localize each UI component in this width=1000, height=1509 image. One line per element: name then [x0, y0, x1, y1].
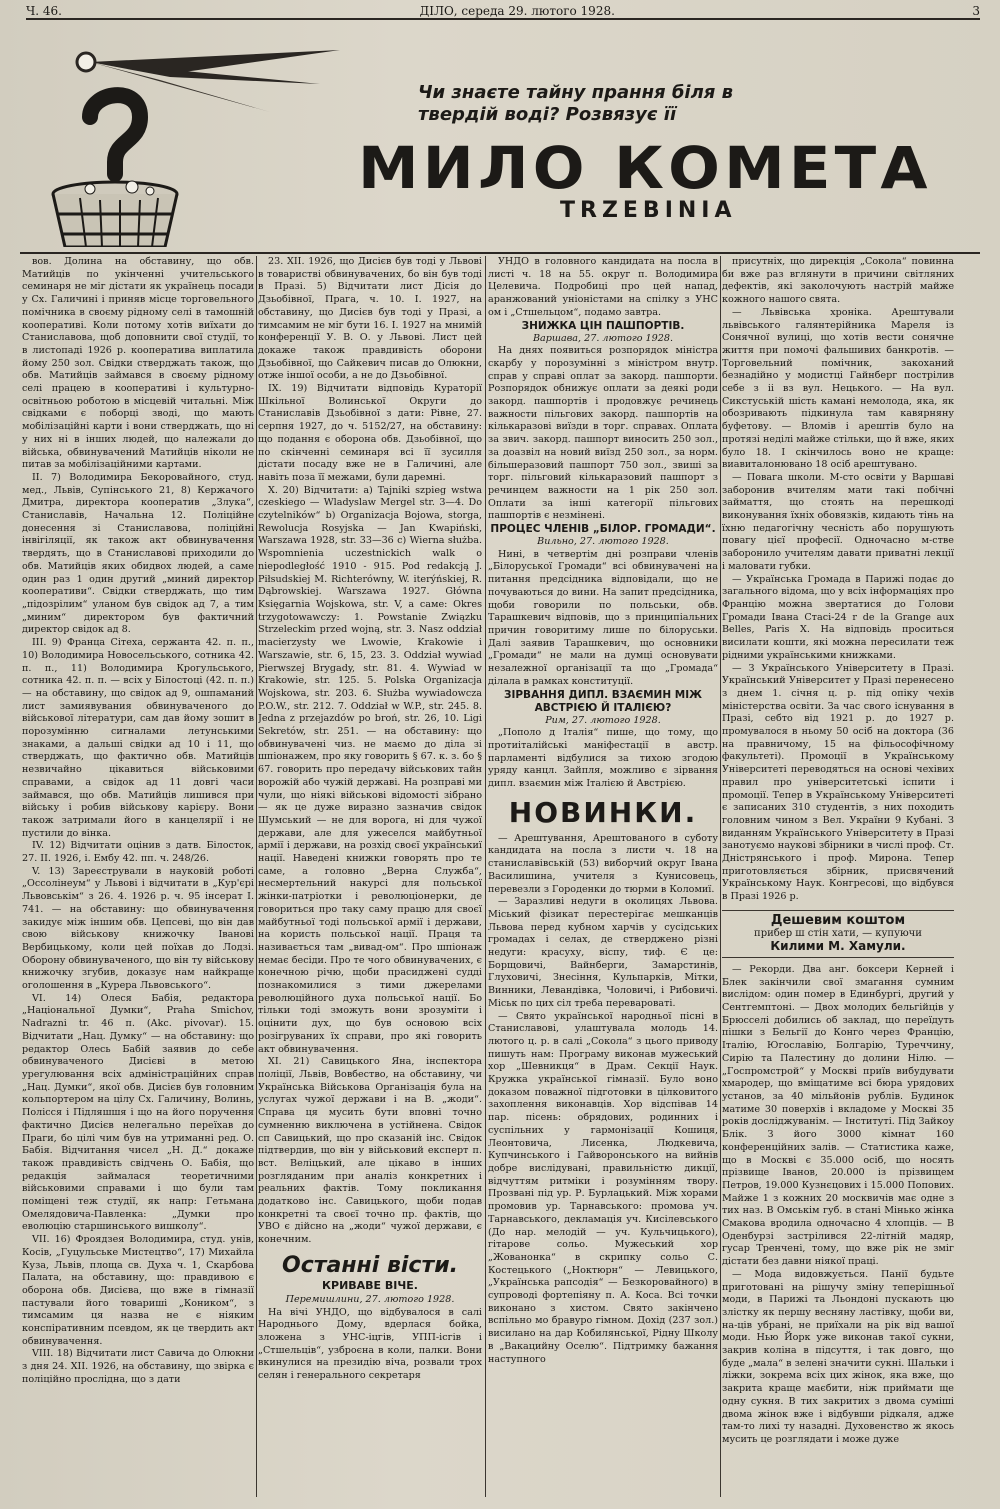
ad-line: прибер ш стін хати, — купуючи [754, 927, 922, 939]
paragraph: IX. 19) Відчитати відповідь Кураторії Шкільної Волинської Округи до Станиславів Дзьобівної з дати: Рівне, 27. серпня 1927, до ч. 5152/27, на обставину: що подання є оборона обв. Дзьобівної, що по скінченні семинаря всі її зусилля дістати посаду вже не в Галичині, але навіть поза її межами, були даремні. [258, 383, 482, 483]
paragraph: — Свято української народньої пісні в Станиславові, улаштувала молодь 14. лютого ц. р. в салі „Сокола“ з цього приводу пишуть нам: Програму виконав мужеський хор „Шевникця“ в Драм. Секції Наук. Кружка української гімназії. Було воно доказом поважної підготовки в цілковитого захоплення виконавців. Хор відспівав 14 пар. пісень: обрядових, родинних і суспільних у гармонізації Кошиця, Леонтовича, Лисенка, Людкевича, Купчинського і Гайворонського на вийнів добре вислідувані, правильністю дикції, відчуттям ритміки і розумінням твору. Прозвані під ур. Р. Бурлацький. Між хорами промовив ур. Тарнавського: промова уч. Тарнавського, декламація уч. Кисілевського (До нар. мелодій — уч. Кульчицького), гітарове сольо. Мужеський хор „Жованонка“ в скрипку сольо С. Костецького („Ноктюрн“ — Левицького, „Українська рапсодія“ — Безкоровайного) в супроводі фортепіяну п. А. Коса. Всі точки виконано з хистом. Свято закінчено вспільно мо бравуро гімном. Дохід (237 зол.) висилано на дар Кобилянської, Рідну Школу в „Вакацийну Оселю“. Підтримку бажання наступного [488, 1010, 718, 1365]
paragraph: — Арештування, Арештованого в суботу кандидата на посла з листи ч. 18 на станиславівській (53) виборчий округ Івана Василишина, учителя з Кунисовець, перевезли з Городенки до тюрми в Коломиї. [488, 832, 718, 895]
paragraph: III. 9) Франца Сітеха, сержанта 42. п. п., 10) Володимира Новосельського, сотника 42. п. п., 11) Володимира Крогульського, сотника 42. п. п. — всіх у Білостоці (42. п. п.) — на обставину, що свідок ад 9, ошпаманий лист замиявувания обвинуваченого до військової літератури, сам дав йому зошит в порозумінню сигналами летунськими знаками, а дальші свідки ад 10 і 11, що стверджать, що фактично обв. Матийців незвичайно цікавиться військовими справами, а свідок ад 11 довгі часи займався, що обв. Матийців лишився при війську і робив військову карієру. Вони також затримали його в канцелярії і не пустили до вінка. [22, 637, 254, 839]
ad-maker: TRZEBINIA [560, 198, 737, 223]
soap-advertisement [20, 22, 980, 254]
paragraph: XI. 21) Савицького Яна, інспектора поліції, Львів, Вовбество, на обставину, чи Українська Військова Організація була на услугах чужої держави і на В. „жоди“. Справа ця мусить бути вповні точно сумненню виключена в устійнена. Свідок сп Савицький, що про сказаній інс. Свідок підтвердив, що він у військовий експерт п. вст. Веліцький, але цікаво в інших розгляданим при аналіз конкретних і реальних фактів. Тому покликання додатково інс. Савицького, щоби подав конкретні та своєї точно пр. фактів, що УВО є дійсно на „жоди“ чужої держави, є конечним. [258, 1056, 482, 1246]
paragraph: На днях появиться розпорядок міністра скарбу у порозумінні з міністром внутр. справ у справі оплат за закорд. пашпорти. Розпорядок обнижує оплати за деякі роди закорд. пашпортів і продовжує речинець важности пільгових закорд. пашпортів на кількаразові виїзди в торг. справах. Оплата за звич. закорд. пашпорт виносить 250 зол., за доазвіл на новий виїзд 250 зол., за норм. більшеразовий пашпорт 750 зол., звиші за торг. пільговий кількаразовий пашпорт з речинцем важности на 1 рік 250 зол. Оплати за інші категорії пільгових пашпортів є незмінені. [488, 345, 718, 522]
column-rule [485, 256, 486, 1497]
paragraph: — Заразливі недуги в околицях Львова. Міський фізикат перестерігає мешканців Львова перед кубном харчів у сусідських громадах і селах, де стверджено різні недуги: красуху, віспу, тиф. Є це: Борщовичі, Вайнберги, Замарстинів, Глуховичі, Знесіння, Кульпарків, Мітки, Винники, Левандівка, Чоловичі, і Рибовичі. Міськ по цих сіл треба перевароваті. [488, 896, 718, 1009]
paragraph: VI. 14) Олеся Бабія, редактора „Національної Думки“, Praha Smichov, Nadrazni tr. 46 п. (Akc. pivovar). 15. Відчитати „Нац. Думку“ — на обставину: що редактор Олесь Бабій заявив до себе обвинуваченого Дисієві в метою урегулювання всіх адміністраційних справ „Нац. Думки“, якої обв. Дисієв був головним кольпортером на цілу Сх. Галичину, Волинь, Полісся і Підляшшя і що на його поручення фактично Дисієв нелегально переїхав до Праги, бо цілі чим був на утриманні ред. О. Бабія. Відчитання чисел „Н. Д.“ докаже також правдивість свідчень О. Бабія, що редакція займалася теоретичними військовими справами і що були там поміщені теж студії, як напр: Гетьмана Омелядовича-Павленка: „Думки про еволюцію старшинського вишколу“. [22, 992, 254, 1233]
paragraph: VIII. 18) Відчитати лист Савича до Олюкни з дня 24. XII. 1926, на обставину, що звірка є поліційно прослідна, що з дати [22, 1348, 254, 1385]
ad-brand: МИЛО КОМЕТА [358, 134, 932, 202]
article-heading: ЗІРВАННЯ ДИПЛ. ВЗАЄМИН МІЖ АВСТРІЄЮ Й ІТАЛІЄЮ? [504, 688, 702, 714]
paragraph: 23. XII. 1926, що Дисієв був тоді у Львові в товаристві обвинувачених, бо він був тоді в Празі. 5) Відчитати лист Дісія до Дзьобівної, Прага, ч. 10. І. 1927, на обставину, що Дисієв був тоді у Празі, а тимсамим не міг бути 16. І. 1927 на мнимій конференції У. В. О. у Львові. Лист цей докаже також правдивість оборони Дзьобівної, що Сайкевич писав до Олюкни, отже іншої особи, а не до Дзьобівної. [258, 256, 482, 382]
column-2 [258, 256, 482, 1499]
dateline: Рим, 27. лютого 1928. [545, 714, 661, 726]
paragraph: — З Українського Університету в Празі. Український Університет у Празі перенесено з днем 1. січня ц. р. під опіку чехів міністерства освіти. За час свого існування в Празі, себто від 1921 р. до 1927 р. промувалося в ньому 50 осіб на доктора (36 на правничому, 15 на фільософічному факультеті). Промоції в Українському Університеті переводяться на основі чехівих правил про університетські іспити і промоції. Тепер в Українському Університеті є записаних 310 студентів, з них походить головним чином з Вел. України 9 Кубані. З виданням Українського Університету в Празі занотуємо наукові збірники в числі проф. Ст. Дністрянського і проф. Мирона. Тепер приготовляється збірник, присвячений Українському Наук. Конгресові, що відбувся в Празі 1926 р. [722, 662, 954, 903]
paragraph: — Львівська хроніка. Арештували львівського галянтерійника Мареля із Сонячної вулиці, що хотів вести сонячне життя при помочі фальшивих банкротів. — Торговельний помічник, закоханий безнадійно у модистці Гайнберг пострілив себе з іі вз вул. Нецького. — На вул. Сикстуській шість камані немолода, яка, як обозривають підкинула там кавярняну буфетову. — Вломів і арештів було на протязі неділі майже стільки, що й вже, яких було 18. І скінчилось воно не краще: виавиталонювано 18 осіб арештувано. [722, 306, 954, 471]
paragraph: Нині, в четвертім дні розправи членів „Білоруської Громади“ всі обвинувачені на питання предсідника відповідали, що не почуваються до вини. На запит предсідника, щоби говорили по польськи, обв. Тарашкевич відповів, що з принципіальних причин говоритиму лише по білоруськи. Далі заявив Тарашкевич, що основники „Громади“ не мали на думці основувати незалежної організації та що „Громада“ ділала в рамках конституції. [488, 548, 718, 687]
column-rule [720, 256, 721, 1497]
latest-news-subheading: КРИВАВЕ ВІЧЕ. [322, 1278, 418, 1292]
newspaper-title-date: ДІЛО, середа 29. лютого 1928. [419, 4, 615, 18]
carpet-advertisement [722, 910, 954, 958]
paragraph: — Українська Громада в Парижі подає до загального відома, що у всіх інформаціях про Францію можна звертатися до Голови Громади Івана Стасі-24 r de la Grange aux Belles, Paris X. На відповідь проситься висилати кошти, які можна пересилати теж рідними українськими книжками. [722, 573, 954, 661]
paragraph: вов. Долина на обставину, що обв. Матийців по укінченні учительського семинаря не міг дістати як українець посади у Сх. Галичині і приняв місце торговельного помічника в своєму рідному селі в тамошній кооперативі. Коли потому хотів виїхати до Станиславова, щоб доповнити свої студії, то в листопаді 1926 р. кооператива виплатила йому 250 зол. Свідки стверджать також, що обв. Матийців займався в своєму рідному селі працею в кооперативі і культурно-освітньою роботою в місцевій читальні. Між свідками є поборці зводі, що мають мобілізаційні карти і вони стверджать, що ні у них ні в інших людей, що належали до війська, обвинувачений Матийців ніколи не питав за мобілізаційними картами. [22, 256, 254, 471]
ad-tagline: Чи знаєте тайну прання біля в твердій воді? Розвязує її [418, 82, 733, 125]
paragraph: X. 20) Відчитати: а) Tajniki szpieg wstwa czeskiego — Wladyslaw Mergel str. 3—4. Do czytelników“ b) Organizacja Bojowa, storga, Rewolucja Rosyjska — Jan Kwapiński, Warszawa 1928, str. 33—36 c) Wierna służba. Wspomnienia uczestnickich walk o niepodległość 1910 - 915. Pod redakcją J. Piłsudskiej M. Richterówny, W. iterýńskiej, R. Dąbrowskiej. Warszawa 1927. Główna Księgarnia Wojskowa, str. V, a саме: Okres trzygotowawczy: 1. Powstanie Związku Strzeleckim przed wojną, str. 3. Nasz oddział macierzysty we Lwowie, Krakowie i Warszawie, str. 6, 15, 23. 3. Oddział wywiad Pierwszej Brygady, str. 81. 4. Wywiad w Krakowie, str. 125. 5. Polska Organizacja Wojskowa, str. 203. 6. Służba wywiadowcza P.O.W., str. 212. 7. Oddział w W.P., str. 245. 8. Jedna z przejazdów po broń, str. 26, 10. Ligi Sekretów, str. 251. — на обставину: що обвинувачені чиз. не маємо до діла зі шпіонажем, про яку говорить § 67. к. з. бо § 67. говорить про передачу військових тайн ворожій або чужій державі. На розправі ми чули, що ніякі військові відомості зібрано — як це дуже виразно зазначив свідок Шумський — не для ворога, ні для чужої держави, але для ужеселся майбутньої армії і держави, на розхід своєї українськиї нації. Наведені книжки говорять про те саме, а головно „Верна Служба“, несмертельний накурсі для польської жінки-патріотки і революціонерки, де говориться про таку саму працю для своєї майбутньої тоді польської армії і держави, на користь польської нації. Праця та називається там „вивад-ом“. Про шпіонаж немає бесіди. Про те чого обвинувачених, є конечною річю, щоби прасиджені судді познакомилися з тими джерелами революційного духа польської нації. Бо тільки тоді зможуть вони зрозуміти і оцінити дух, що був основою всіх розігруваних їх справи, про які говорить акт обвинувачення. [258, 484, 482, 1055]
issue-number: Ч. 46. [26, 4, 62, 18]
column-rule [256, 256, 257, 1497]
latest-news-heading: Останні вісти. [282, 1252, 458, 1278]
column-1 [22, 256, 254, 1499]
dateline: Вильно, 27. лютого 1928. [537, 536, 669, 548]
dateline: Перемишлини, 27. лютого 1928. [285, 1293, 455, 1305]
page-number: 3 [972, 4, 980, 18]
comet-tub-illustration [20, 22, 350, 247]
paragraph: „Пополо д Італія“ пише, що тому, що протиіталійські маніфестації в австр. парламенті відбулися за тихою згодою уряду канцл. Зайпля, можливо є зірвання дипл. взаємин між Італією й Австрією. [488, 727, 718, 790]
paragraph: II. 7) Володимира Бекоровайного, студ. мед., Львів, Супінського 21, 8) Кержачого Дмитра, директора кооператив „Злука“, Станиславів, Начальна 12. Поліційне донесення зі Станиславова, поліційні інвігіляції, як також акт обвинувачення твердять, що в Станиславові приходили до обв. Матийців яких обидвох людей, а саме один раз 1 один другий „миний директор кооперативи“. Свідки стверджать, що тим „підозрілим“ уланом був свідок ад 7, а тим „миним“ директором був фактичний директор свідок ад 8. [22, 471, 254, 636]
ad-line: Дешевим коштом [770, 912, 906, 928]
paragraph: VII. 16) Фроядзея Володимира, студ. унів, Косів, „Гуцульське Мистецтво“, 17) Михайла Куза, Львів, площа св. Духа ч. 1, Скарбова Палата, на обставину, що: правдивою є оборона обв. Дисієва, що вже в гімназії пастували його товариші „Коником“, з тимсамим ця назва не є ніяким конспіративним псевдом, як це твердить акт обвинувачення. [22, 1234, 254, 1347]
dateline: Варшава, 27. лютого 1928. [533, 332, 673, 344]
column-4 [722, 256, 954, 1499]
paragraph: — Рекорди. Два анг. боксери Керней і Блек закінчили свої змагання сумним вислідом: один помер в Единбургі, другий у Сентгемптоні. — Двох молодих бельгійців у Брюсселі добились об заклад, що переїдуть пішки з Бельгії до Конго через Францію, Італію, Югославію, Болгарію, Туреччину, Сирію та Палестину до долини Нілю. — „Госпромстрой“ у Москві приїв вибудувати хмародер, що вміщатиме всі бюра урядових установ, за 40 мільйонів рублів. Будинок матиме 30 поверхів і вкладоме у Москві 35 років досліджуванім. — Інституті. Під Зайкоу Блік. З його 3000 кімнат 160 конференційних залів. — Статистика каже, що в Москві є 35.000 осіб, що носять прізвище Іванов, 20.000 із прізвищем Петров, 19.000 Кузнєцових і 15.000 Попових. Майже 1 з кожних 20 москвичів має одне з тих наз. В Омськім губ. в стані Мінько жінка Смакова вродила одночасно 4 хлопців. — В Оденбурзі застрілився 22-літній мадяр, гусар Тренчені, тому, що вже рік не зміг дістати без давни ніякої праці. [722, 963, 954, 1268]
paragraph: УНДО в головного кандидата на посла в листі ч. 18 на 55. округ п. Володимира Целевича. Подробиці про цей напад, аранжований уніоністами на спілку з УНС ом і „Стшельцом“, подамо завтра. [488, 256, 718, 318]
masthead [26, 4, 980, 20]
section-heading-news: НОВИНКИ. [508, 795, 698, 829]
paragraph: IV. 12) Відчитати оцінив з датв. Білосток, 27. II. 1926, і. Ембу 42. пп. ч. 248/26. [22, 840, 254, 865]
column-3 [488, 256, 718, 1499]
ad-line: Килими М. Хамули. [770, 939, 906, 954]
paragraph: V. 13) Зареєстрували в науковій роботі „Оссолінеум“ у Львові і відчитати в „Кур'єрі Львовськім“ з 26. 4. 1926 р. ч. 95 інсерат І. 741. — на обставину: що обвинувачення закидує між іншим обв. Цепсеві, що він дав свою військову книжочку Іванові Вербицькому, коли цей поїхав до Лодзі. Оборону обвинуваченого, що він ту військову книжочку згубив, доказує нам найкраще оголошення в „Курера Львовського“. [22, 865, 254, 992]
article-heading: ПРОЦЕС ЧЛЕНІВ „БІЛОР. ГРОМАДИ“. [490, 523, 716, 536]
article-heading: ЗНИЖКА ЦІН ПАШПОРТІВ. [521, 319, 685, 332]
paragraph: присутніх, що дирекція „Сокола“ повинна би вже раз вглянути в причини світляних дефектів, які заколочують настрій майже кожного нашого свята. [722, 256, 954, 306]
paragraph: — Повага школи. М-сто освіти у Варшаві заборонив вчителям мати такі побічні займаття, що стоять на перешкоді виконування їхніх обовязків, кидають тінь на їхню педагогічну чесність або порушують повагу цієї професії. Одночасно м-стве заборонило учителям давати приватні лекції і маловати губки. [722, 471, 954, 572]
paragraph: — Мода видовжується. Панії будьте приготовані на рішучу зміну теперішньої моди, в Парижі та Льондоні пускають цю злістку як першу весняну ластівку, щоби ви, на-ців убрані, не приїхали на рік від вашої моди. Нью Йорк уже виконав такої сукни, закрив коліна в підсуття, і так довго, що буде „мала“ в зелені значити сукні. Шальки і ліжки, зокрема всіх цих жінок, яка вже, що закрита краще маєбити, ніж приймати ще одну сукня. В тих закритих з двома суміші двома жінок вже і відбувши рідкаля, адже там-то лихі ту назадні. Духовенство ж якось мусить це розглядати і може дуже [722, 1268, 954, 1445]
paragraph: На вічі УНДО, що відбувалося в салі Народнього Дому, вдерлася бойка, зложена з УНС-іцгів, УПП-ісгів і „Стшельців“, узброєна в коли, палки. Вони вкинулися на президію віча, розвали трох селян і генерального секретаря [258, 1306, 482, 1382]
